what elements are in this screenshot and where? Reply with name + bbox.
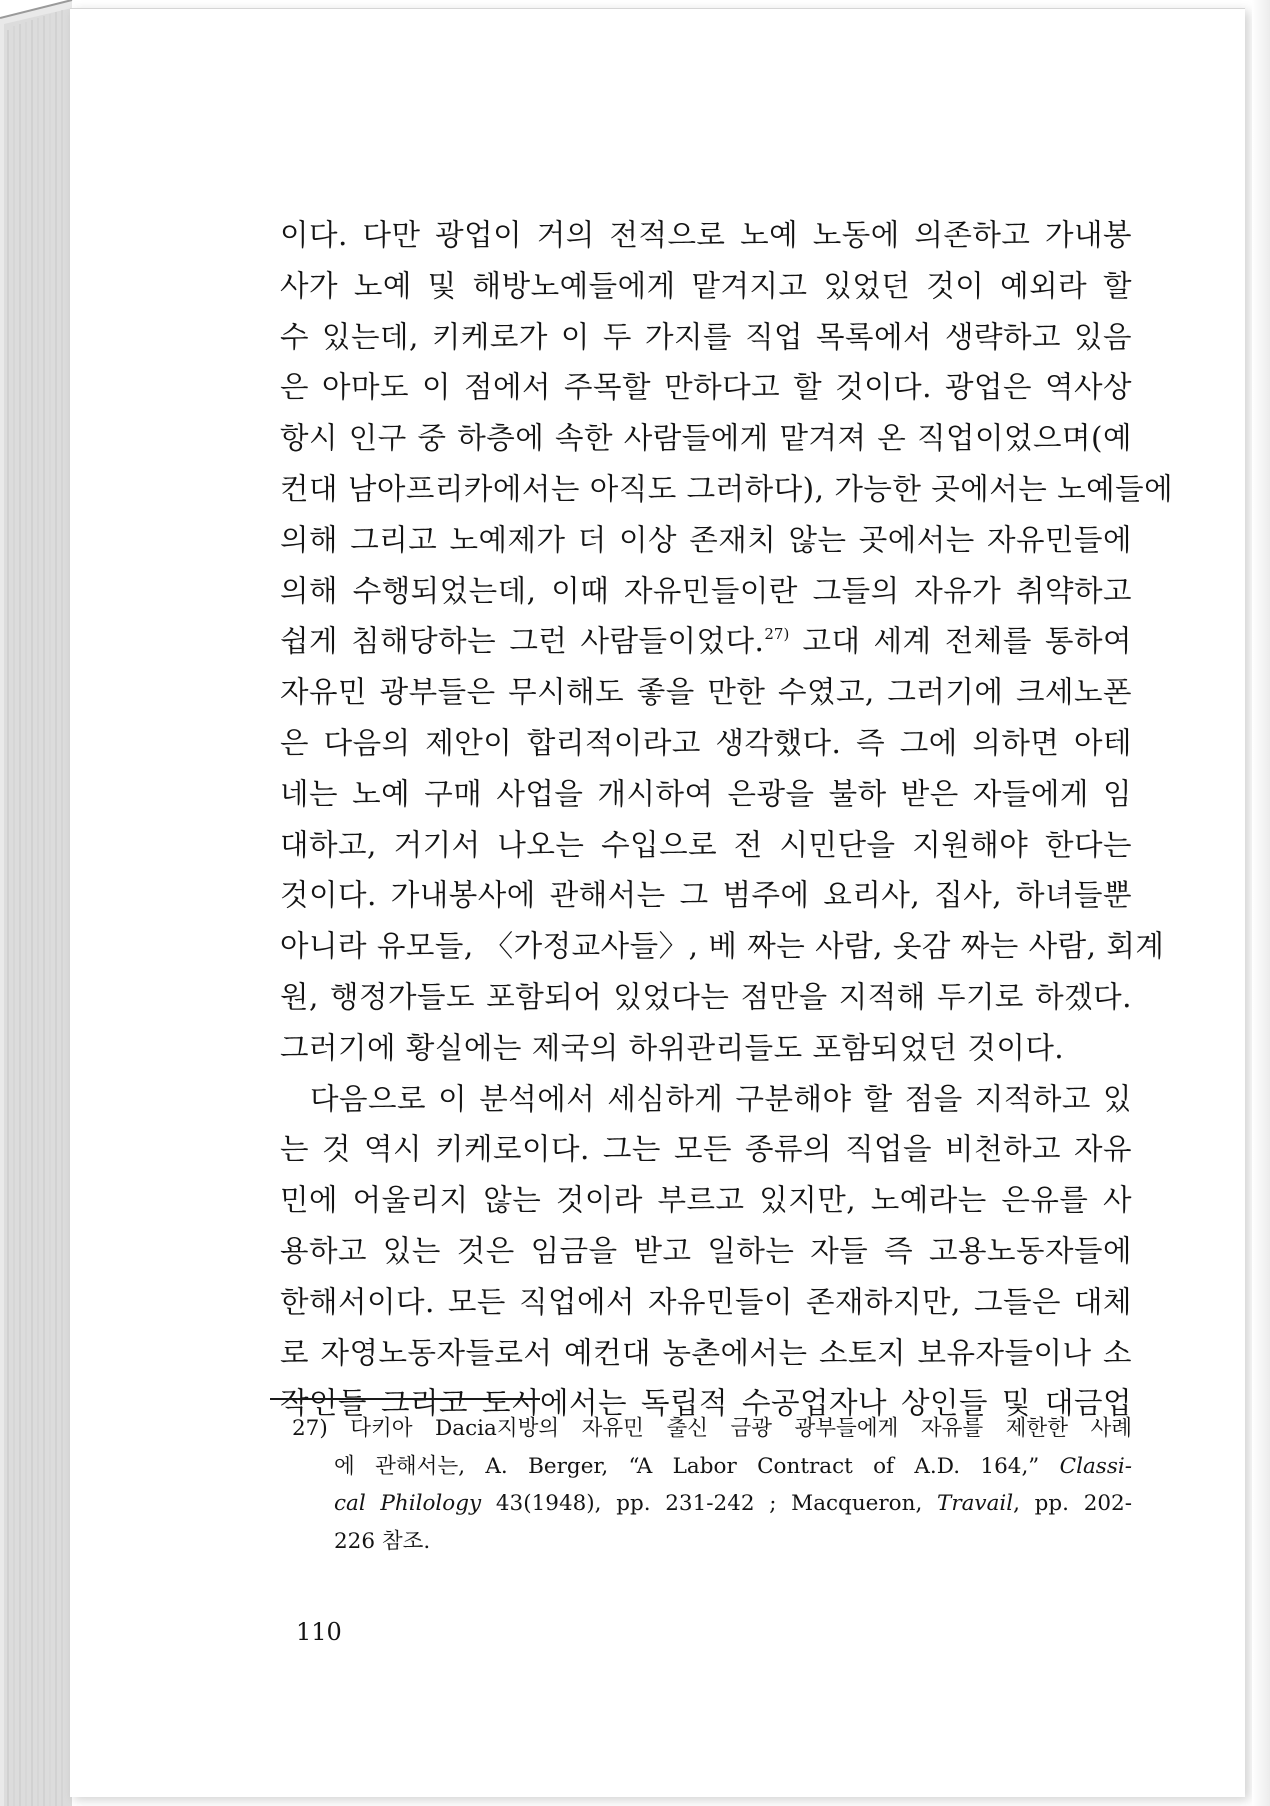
journal-title: cal Philology bbox=[334, 1491, 482, 1516]
text-line-with-footnote-ref bbox=[280, 616, 1132, 667]
text-line: 컨대 남아프리카에서는 아직도 그러하다), 가능한 곳에서는 노예들에 bbox=[280, 471, 1174, 506]
text-segment: 고대 세계 전체를 통하여 bbox=[789, 624, 1133, 659]
text-line: 한해서이다. 모든 직업에서 자유민들이 존재하지만, 그들은 대체 bbox=[280, 1284, 1132, 1319]
text-line: 것이다. 가내봉사에 관해서는 그 범주에 요리사, 집사, 하녀들뿐 bbox=[280, 878, 1132, 913]
text-line: 다음으로 이 분석에서 세심하게 구분해야 할 점을 지적하고 있 bbox=[310, 1081, 1132, 1116]
paragraph-2 bbox=[280, 1074, 1132, 1430]
text-line: 은 다음의 제안이 합리적이라고 생각했다. 즉 그에 의하면 아테 bbox=[280, 725, 1132, 760]
text-line: 네는 노예 구매 사업을 개시하여 은광을 불하 받은 자들에게 임 bbox=[280, 776, 1132, 811]
text-line: 아니라 유모들, 〈가정교사들〉, 베 짜는 사람, 옷감 짜는 사람, 회계 bbox=[280, 929, 1165, 964]
footnote-27 bbox=[292, 1410, 1132, 1560]
text-line: 이다. 다만 광업이 거의 전적으로 노예 노동에 의존하고 가내봉 bbox=[280, 218, 1132, 252]
book-title: Travail bbox=[936, 1491, 1014, 1516]
text-line: 자유민 광부들은 무시해도 좋을 만한 수였고, 그러기에 크세노폰 bbox=[280, 675, 1132, 710]
text-line: 사가 노예 및 해방노예들에게 맡겨지고 있었던 것이 예외라 할 bbox=[280, 268, 1132, 303]
text-line: 은 아마도 이 점에서 주목할 만하다고 할 것이다. 광업은 역사상 bbox=[280, 370, 1132, 405]
page-body-text bbox=[280, 210, 1174, 1429]
footnote-line bbox=[292, 1448, 1132, 1486]
footnote-divider bbox=[270, 1398, 540, 1400]
text-line: 작인들 그리고 도시에서는 독립적 수공업자나 상인들 및 대금업 bbox=[280, 1386, 1132, 1421]
page-right-shadow bbox=[1252, 0, 1270, 1806]
text-line: 는 것 역시 키케로이다. 그는 모든 종류의 직업을 비천하고 자유 bbox=[280, 1132, 1132, 1167]
text-line: 원, 행정가들도 포함되어 있었다는 점만을 지적해 두기로 하겠다. bbox=[280, 979, 1132, 1014]
text-line: 그러기에 황실에는 제국의 하위관리들도 포함되었던 것이다. bbox=[280, 1030, 1065, 1065]
footnote-text: , pp. 202- bbox=[1013, 1491, 1132, 1516]
text-line: 로 자영노동자들로서 예컨대 농촌에서는 소토지 보유자들이나 소 bbox=[280, 1335, 1132, 1370]
footnote-line bbox=[292, 1410, 1132, 1448]
footnote-text: 에 관해서는, A. Berger, “A Labor Contract of A.D. 164,” bbox=[334, 1453, 1060, 1479]
text-segment: 쉽게 침해당하는 그런 사람들이었다. bbox=[280, 624, 765, 659]
footnote-text: 다키아 Dacia지방의 자유민 출신 금광 광부들에게 자유를 제한한 사례 bbox=[350, 1416, 1132, 1441]
text-line: 의해 수행되었는데, 이때 자유민들이란 그들의 자유가 취약하고 bbox=[280, 573, 1132, 608]
text-line: 민에 어울리지 않는 것이라 부르고 있지만, 노예라는 은유를 사 bbox=[280, 1183, 1132, 1218]
footnote-number: 27) bbox=[292, 1416, 328, 1441]
text-line: 대하고, 거기서 나오는 수입으로 전 시민단을 지원해야 한다는 bbox=[280, 827, 1132, 862]
text-line: 의해 그리고 노예제가 더 이상 존재치 않는 곳에서는 자유민들에 bbox=[280, 522, 1132, 557]
text-line: 항시 인구 중 하층에 속한 사람들에게 맡겨져 온 직업이었으며(예 bbox=[280, 421, 1132, 456]
footnote-line bbox=[292, 1485, 1132, 1523]
page-number: 110 bbox=[296, 1618, 342, 1646]
footnote-reference[interactable]: 27) bbox=[764, 625, 790, 644]
footnote-line: 226 참조. bbox=[334, 1528, 431, 1554]
paragraph-1 bbox=[280, 210, 1174, 1074]
text-line: 수 있는데, 키케로가 이 두 가지를 직업 목록에서 생략하고 있음 bbox=[280, 319, 1132, 354]
text-line: 용하고 있는 것은 임금을 받고 일하는 자들 즉 고용노동자들에 bbox=[280, 1233, 1132, 1268]
footnote-text: 43(1948), pp. 231-242 ; Macqueron, bbox=[481, 1491, 937, 1516]
journal-title: Classi- bbox=[1059, 1453, 1132, 1479]
